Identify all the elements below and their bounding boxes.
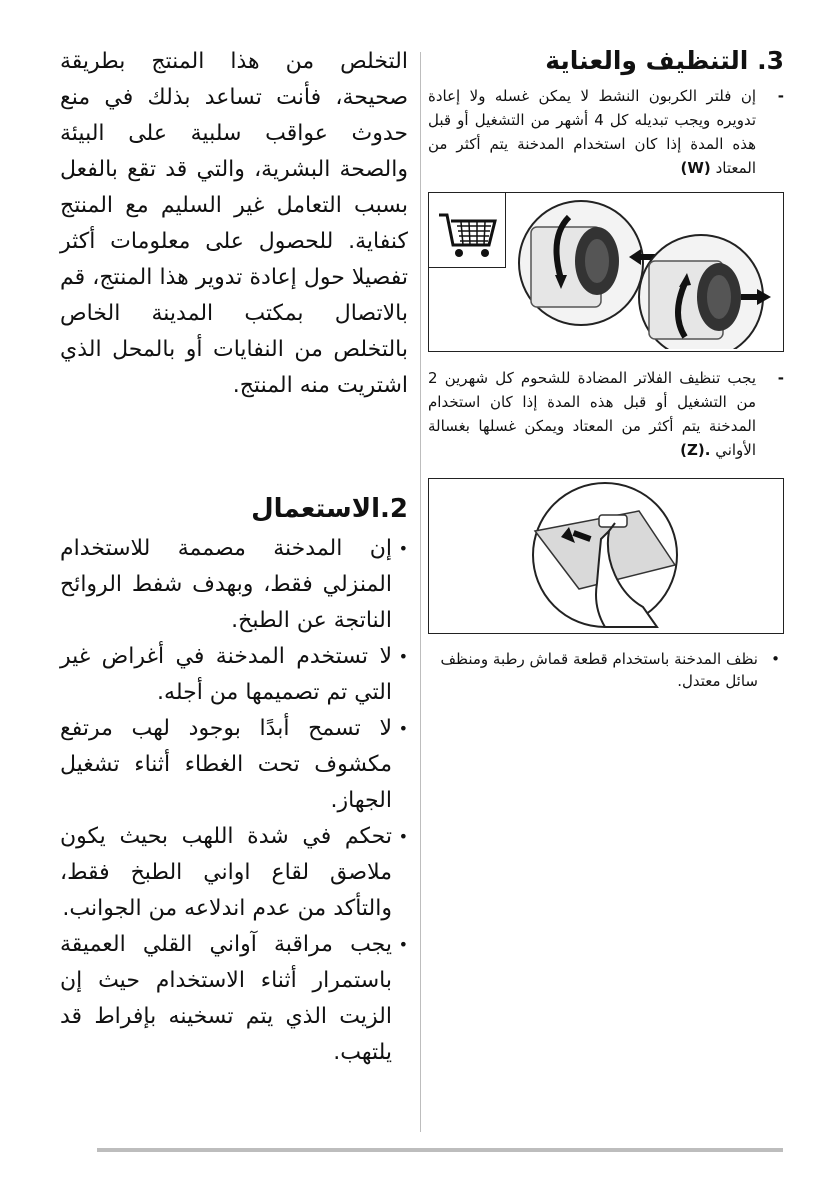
bullet-marker: •	[398, 719, 408, 738]
carbon-filter-replace-illustration	[509, 197, 781, 349]
disposal-paragraph: التخلص من هذا المنتج بطريقة صحيحة، فأنت تساعد بذلك في منع حدوث عواقب سلبية على البيئة والصحة البشرية، والتي قد تقع بالفعل بسبب التعامل غير السليم مع المنتج كنفاية. للحصول على معلومات أكثر تفصيلا حول إعادة تدوير هذا المنتج، قم بالاتصال بمكتب المدينة الخاص بالتخلص من النفايات أو بالمحل الذي اشتريت منه المنتج.	[60, 49, 408, 398]
section-2-title: الاستعمال	[251, 494, 381, 524]
footer-rule	[97, 1148, 783, 1152]
bullet-marker: •	[398, 539, 408, 558]
grease-filter-removal-illustration	[429, 479, 782, 632]
bullet-marker: •	[398, 827, 408, 846]
usage-bullet-text: لا تستخدم المدخنة في أغراض غير التي تم تصميمها من أجله.	[60, 644, 392, 705]
cart-box	[429, 193, 506, 268]
usage-bullet	[60, 711, 408, 819]
grease-filter-figure	[428, 478, 784, 634]
carbon-filter-text: إن فلتر الكربون النشط لا يمكن غسله ولا إعادة تدويره ويجب تبديله كل 4 أشهر من التشغيل أو قبل هذه المدة إذا كان استخدام المدخنة يتم أكثر من المعتاد	[428, 87, 756, 177]
bullet-marker: •	[398, 647, 408, 666]
usage-bullet-text: لا تسمح أبدًا بوجود لهب مرتفع مكشوف تحت الغطاء أثناء تشغيل الجهاز.	[60, 716, 392, 813]
left-column	[60, 44, 408, 1071]
section-2-number: 2.	[380, 494, 408, 524]
carbon-filter-item	[428, 84, 784, 180]
section-3-title: التنظيف والعناية	[545, 46, 749, 75]
dash-marker: -	[777, 369, 784, 387]
usage-bullet-text: إن المدخنة مصممة للاستخدام المنزلي فقط، وبهدف شفط الروائح الناتجة عن الطبخ.	[60, 536, 392, 633]
carbon-filter-figure	[428, 192, 784, 352]
cleaning-bullet	[428, 648, 784, 692]
dash-marker: -	[777, 87, 784, 105]
usage-bullet-text: تحكم في شدة اللهب بحيث يكون ملاصق لقاع اواني الطبخ فقط، والتأكد من عدم اندلاعه من الجوانب.	[60, 824, 392, 921]
section-2-heading	[60, 489, 408, 529]
figure-ref-w: (W)	[680, 159, 711, 177]
usage-bullet	[60, 819, 408, 927]
grease-filter-item	[428, 366, 784, 462]
section-3-number: 3.	[757, 46, 784, 75]
bullet-marker: •	[771, 650, 780, 668]
section-3-heading	[428, 44, 784, 78]
figure-ref-z: (Z).	[680, 441, 711, 459]
bullet-marker: •	[398, 935, 408, 954]
usage-bullet	[60, 639, 408, 711]
usage-bullet	[60, 531, 408, 639]
cleaning-bullet-text: نظف المدخنة باستخدام قطعة قماش رطبة ومنظف سائل معتدل.	[440, 650, 758, 690]
usage-bullet-text: يجب مراقبة آواني القلي العميقة باستمرار أثناء الاستخدام حيث إن الزيت الذي يتم تسخينه بإفراط قد يلتهب.	[60, 932, 392, 1065]
grease-filter-text: يجب تنظيف الفلاتر المضادة للشحوم كل شهرين 2 من التشغيل أو قبل هذه المدة إذا كان استخدام المدخنة يتم أكثر من المعتاد ويمكن غسلها بغسالة الأواني	[428, 369, 756, 459]
usage-bullet	[60, 927, 408, 1071]
section-cleaning-maintenance	[428, 44, 784, 692]
shopping-cart-icon	[429, 193, 505, 267]
column-divider	[420, 52, 421, 1132]
